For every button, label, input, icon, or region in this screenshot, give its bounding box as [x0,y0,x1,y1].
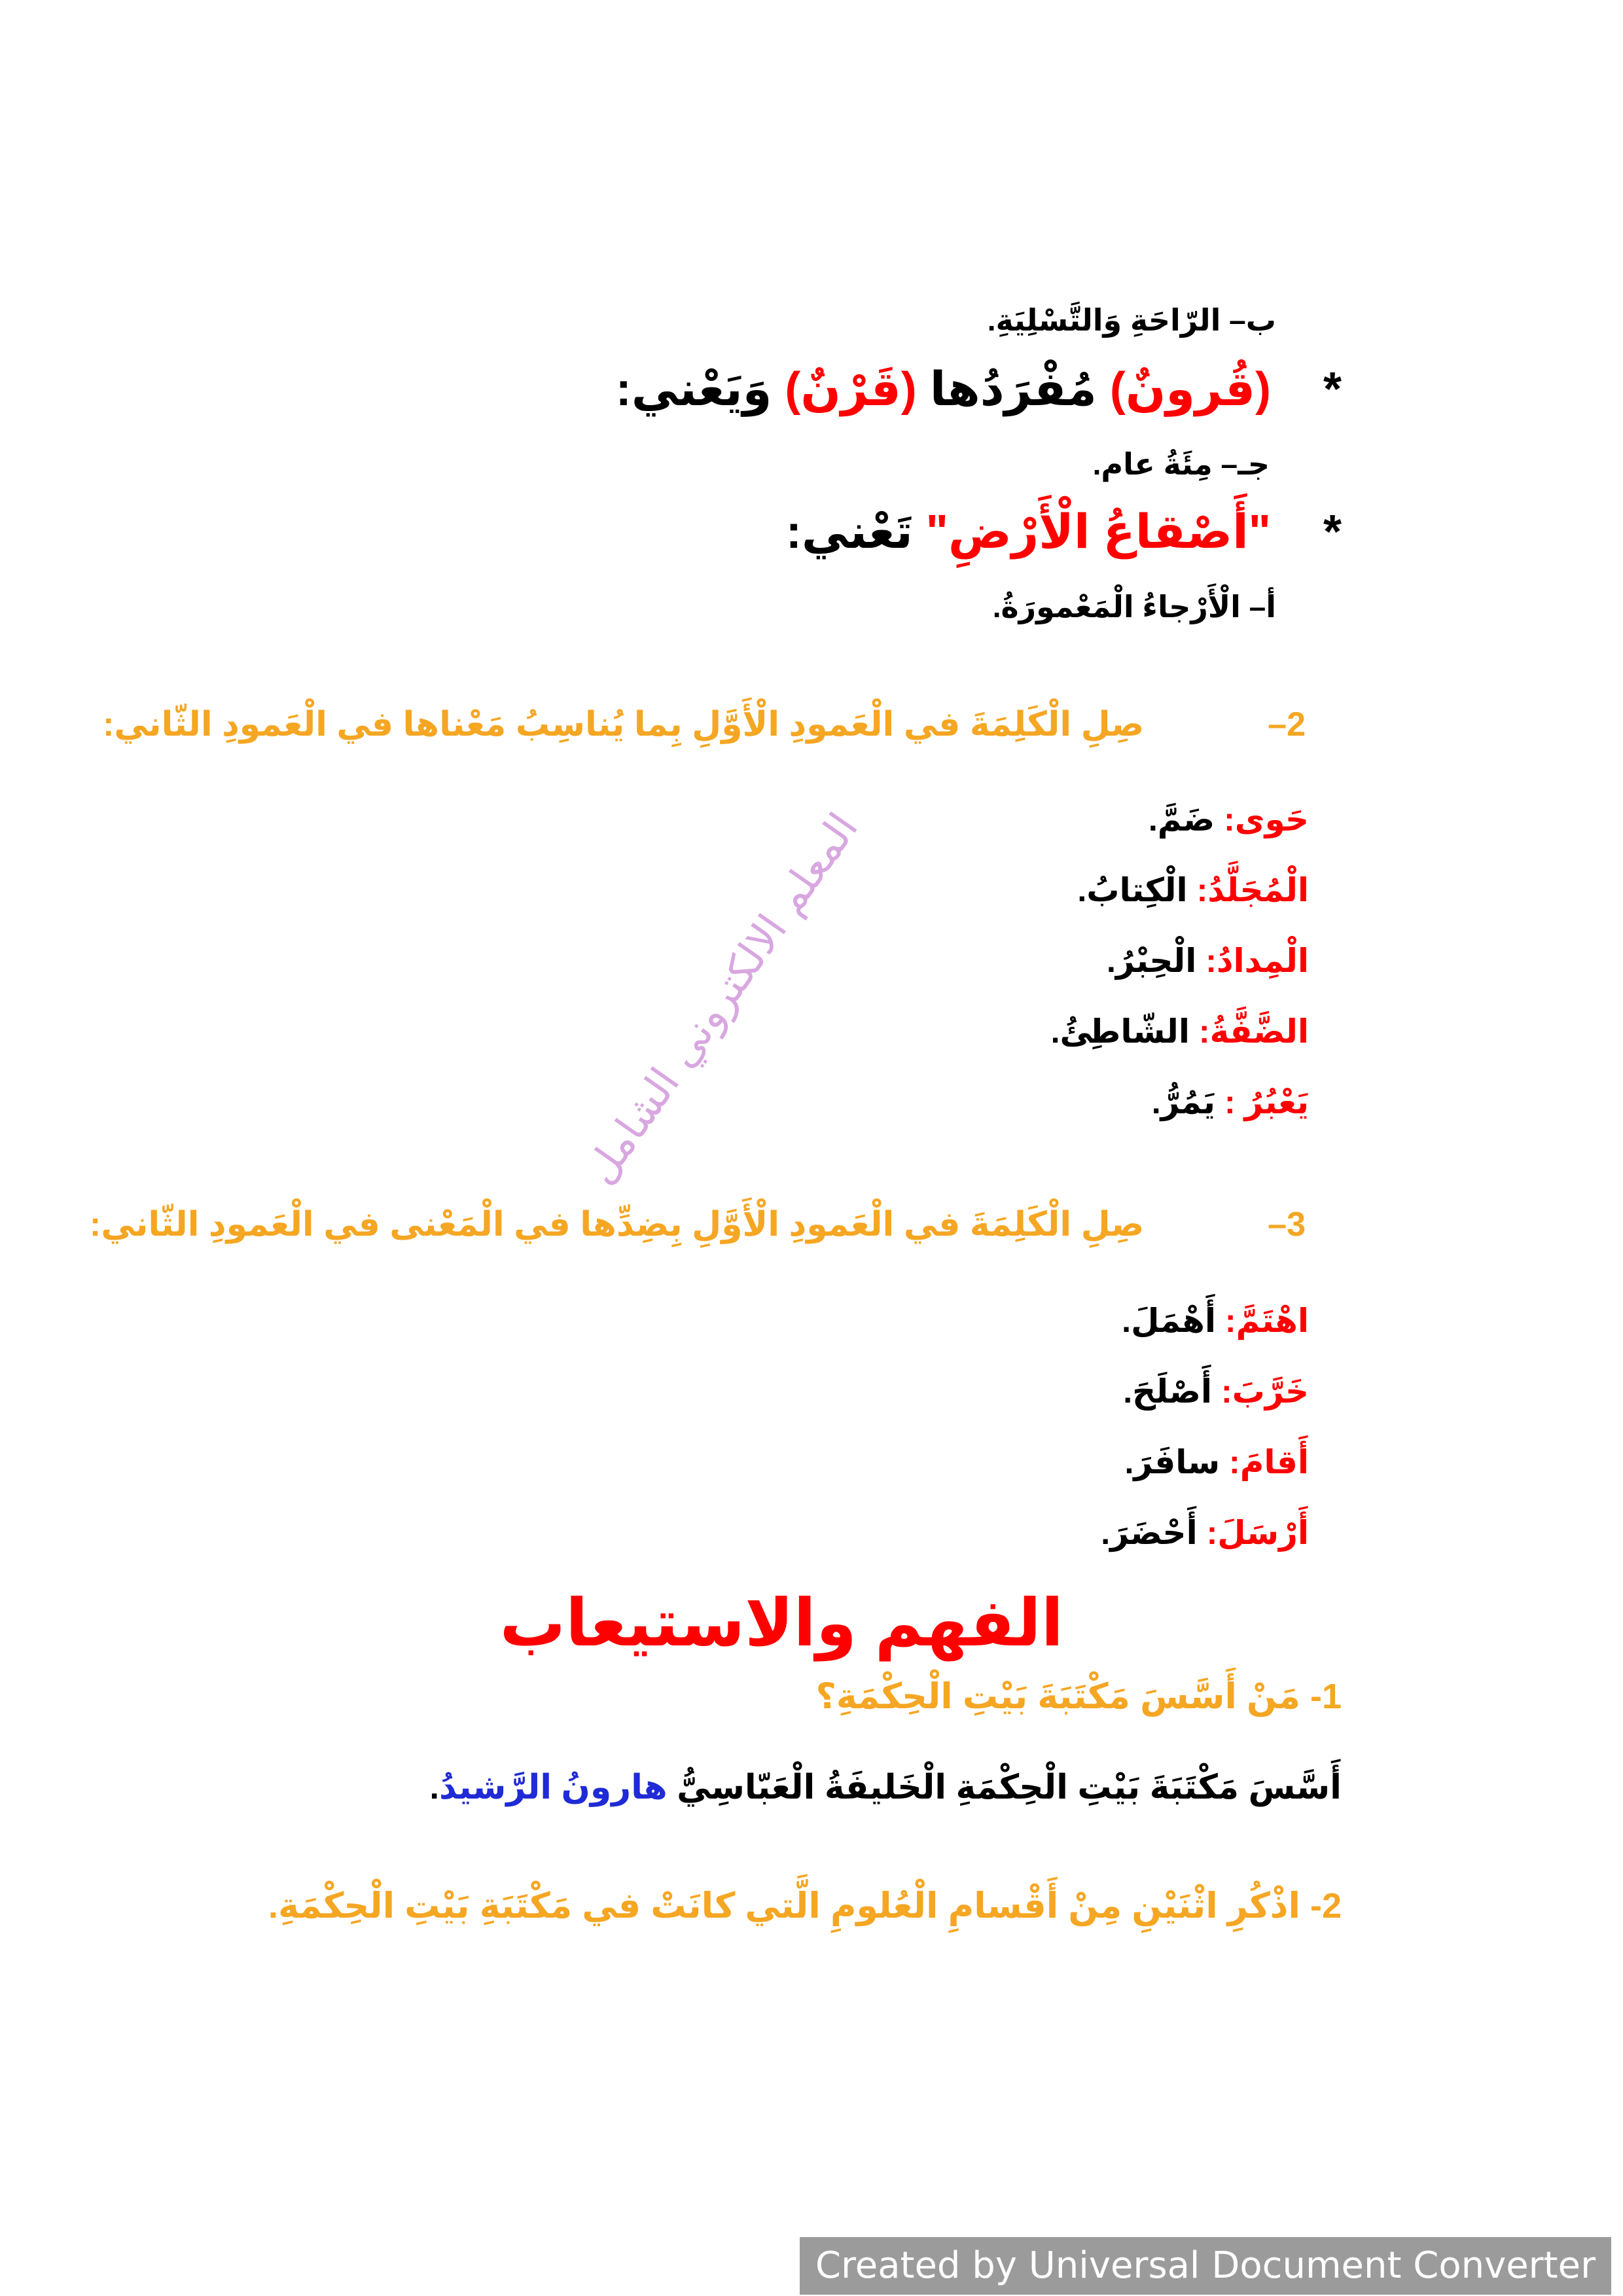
watermark-text: المعلم الالكتروني الشامل [576,804,868,1193]
pair-word: أَقامَ: [1229,1444,1309,1480]
task2-pair [1051,1012,1309,1051]
task3-pair [1122,1301,1309,1340]
task2-title [103,704,1306,745]
task2-pair [1107,941,1309,980]
term-qarn: (قَرْنٌ) [785,363,917,416]
pair-word: الضَّفَّةُ: [1198,1013,1309,1050]
section-heading: الفهم والاستيعاب [499,1587,1063,1660]
option-a: أ– الْأَرْجاءُ الْمَعْمورَةُ. [992,590,1276,624]
pair-word: اهْتَمَّ: [1224,1302,1309,1339]
answer-1-text: أَسَّسَ مَكْتَبَةَ بَيْتِ الْحِكْمَةِ الْخَليفَةُ الْعَبّاسِيُّ [667,1768,1342,1806]
pair-meaning: سافَرَ. [1124,1444,1230,1480]
pair-word: الْمُجَلَّدُ: [1196,872,1309,908]
text-yani: وَيَعْني: [615,363,785,416]
term-quroon: (قُرونٌ) [1109,363,1271,416]
option-b: ب– الرّاحَةِ وَالتَّسْلِيَةِ. [987,303,1276,337]
pair-meaning: أَحْضَرَ. [1101,1515,1207,1551]
text-tani: تَعْني: [785,506,926,558]
answer-1-end: . [429,1768,439,1806]
pair-meaning: أَصْلَحَ. [1123,1373,1221,1410]
pair-meaning: ضَمَّ. [1148,801,1224,838]
pair-word: يَعْبُرُ : [1224,1084,1309,1121]
pair-meaning: الْكِتابُ. [1077,872,1197,908]
task2-pair [1149,800,1309,839]
converter-banner: Created by Universal Document Converter [800,2237,1611,2295]
question-1: 1- مَنْ أَسَّسَ مَكْتَبَةَ بَيْتِ الْحِكْمَةِ؟ [815,1677,1342,1716]
pair-word: الْمِدادُ: [1205,942,1309,979]
term-asqa: "أَصْقاعُ الْأَرْضِ" [925,506,1271,558]
question-quroon [616,361,1342,418]
task3-number: 3– [1268,1206,1306,1244]
task3-pair [1101,1513,1309,1552]
pair-word: حَوى: [1224,801,1309,838]
task3-pair [1123,1372,1309,1411]
answer-1-name: هارونُ الرَّشيدُ [438,1768,668,1806]
question-asqa [786,504,1342,560]
pair-meaning: يَمُرُّ. [1151,1084,1224,1121]
task2-number: 2– [1268,706,1306,744]
task3-pair [1124,1443,1309,1482]
text-mufradaha: مُفْرَدُها [916,363,1110,416]
star-bullet: * [1323,363,1342,416]
task2-pair [1152,1083,1309,1122]
task3-title [90,1204,1306,1245]
pair-meaning: الْحِبْرُ. [1106,942,1206,979]
task3-text: صِلِ الْكَلِمَةَ في الْعَمودِ الْأَوَّلِ بِضِدِّها في الْمَعْنى في الْعَمودِ الثّاني: [89,1206,1145,1244]
pair-meaning: أَهْمَلَ. [1122,1302,1225,1339]
pair-meaning: الشّاطِئُ. [1050,1013,1199,1050]
pair-word: أَرْسَلَ: [1206,1515,1309,1551]
pair-word: خَرَّبَ: [1221,1373,1309,1410]
star-bullet: * [1323,506,1342,558]
option-j: جـ– مِئَةُ عام. [1092,447,1270,481]
task2-text: صِلِ الْكَلِمَةَ في الْعَمودِ الْأَوَّلِ بِما يُناسِبُ مَعْناها في الْعَمودِ الثّاني: [103,706,1145,744]
answer-1 [430,1767,1342,1808]
question-2: 2- اذْكُرِ اثْنَيْنِ مِنْ أَقْسامِ الْعُلومِ الَّتي كانَتْ في مَكْتَبَةِ بَيْتِ الْحِكْمَةِ. [268,1886,1342,1926]
task2-pair [1077,870,1309,910]
